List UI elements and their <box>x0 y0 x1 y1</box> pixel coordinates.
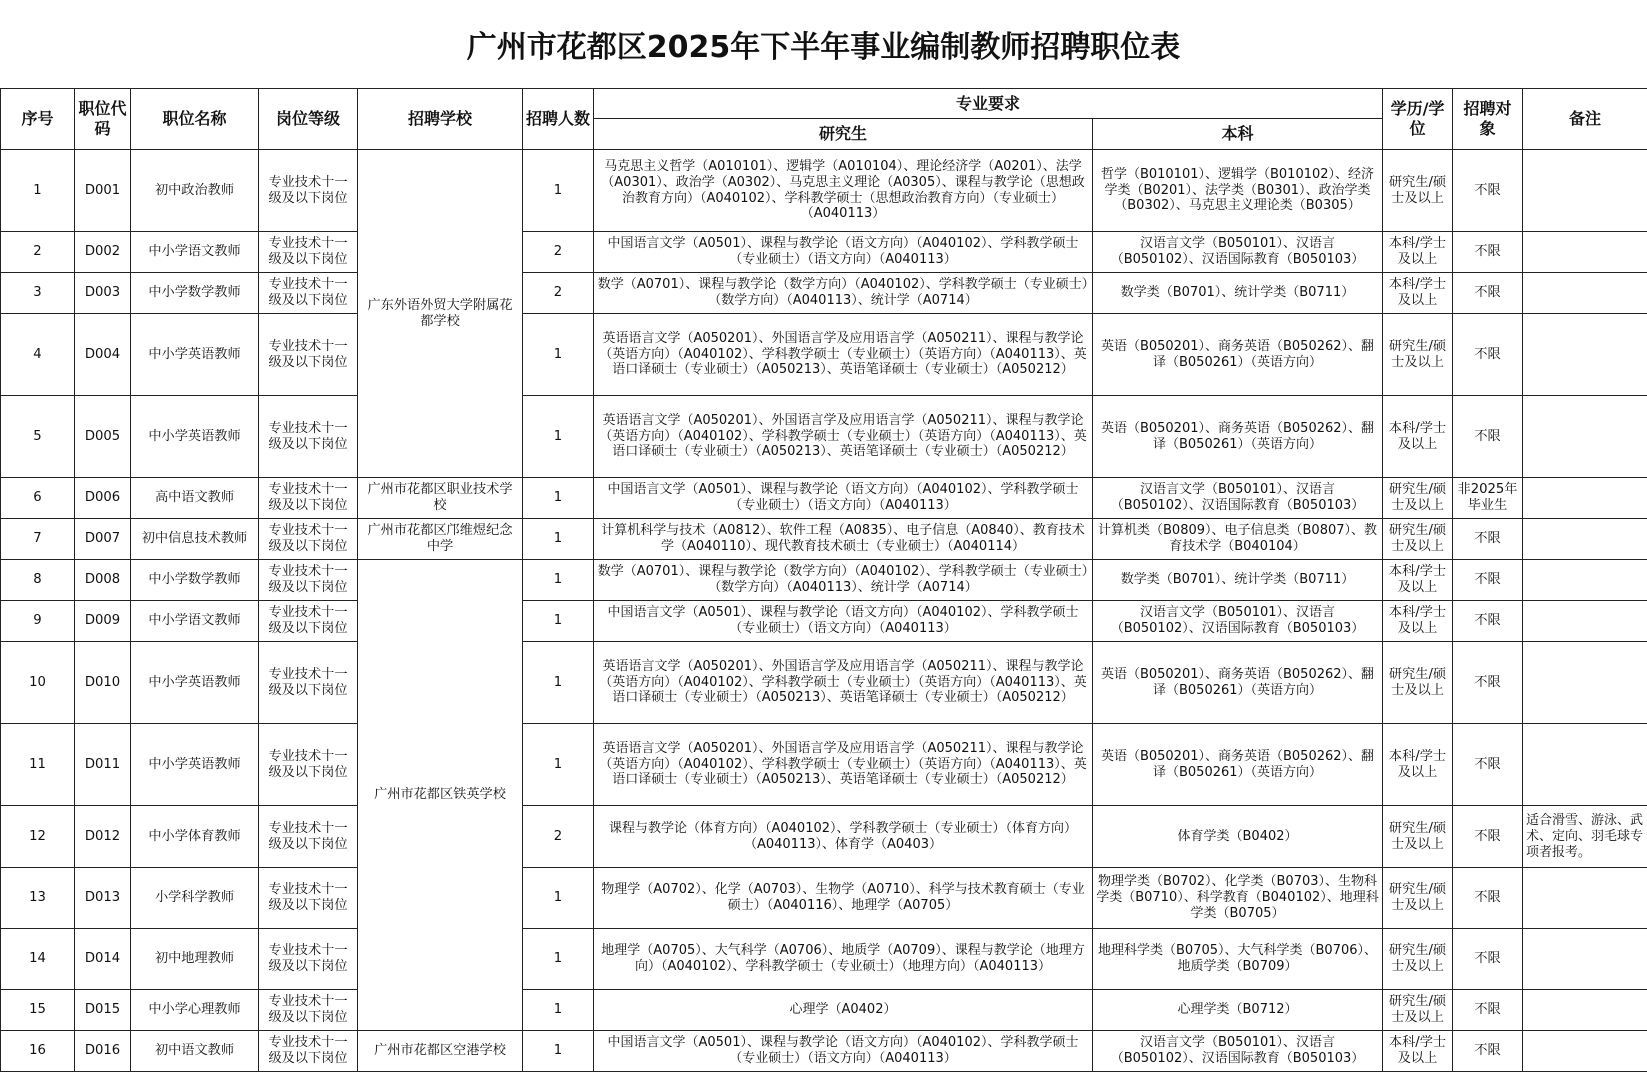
cell-note <box>1523 601 1647 642</box>
cell-target: 不限 <box>1453 273 1523 314</box>
cell-seq: 3 <box>1 273 75 314</box>
cell-count: 1 <box>523 642 594 724</box>
cell-edu: 本科/学士及以上 <box>1383 1031 1453 1072</box>
cell-seq: 15 <box>1 990 75 1031</box>
cell-count: 1 <box>523 314 594 396</box>
cell-level: 专业技术十一级及以下岗位 <box>259 232 358 273</box>
cell-undergraduate-major: 体育学类（B0402） <box>1093 806 1383 868</box>
cell-edu: 研究生/硕士及以上 <box>1383 929 1453 990</box>
cell-code: D006 <box>75 478 131 519</box>
header-row <box>1 89 1647 119</box>
cell-count: 1 <box>523 990 594 1031</box>
table-row <box>1 642 1647 724</box>
cell-count: 2 <box>523 806 594 868</box>
cell-seq: 13 <box>1 868 75 929</box>
cell-target: 不限 <box>1453 1031 1523 1072</box>
cell-seq: 11 <box>1 724 75 806</box>
cell-count: 2 <box>523 232 594 273</box>
cell-target: 不限 <box>1453 806 1523 868</box>
cell-target: 不限 <box>1453 642 1523 724</box>
page-title: 广州市花都区2025年下半年事业编制教师招聘职位表 <box>466 30 1181 65</box>
cell-name: 中小学数学教师 <box>131 560 259 601</box>
cell-school: 广州市花都区空港学校 <box>358 1031 523 1072</box>
cell-graduate-major: 心理学（A0402） <box>594 990 1093 1031</box>
cell-target: 不限 <box>1453 232 1523 273</box>
table-row <box>1 396 1647 478</box>
cell-edu: 研究生/硕士及以上 <box>1383 314 1453 396</box>
cell-graduate-major: 中国语言文学（A0501）、课程与教学论（语文方向）（A040102）、学科教学硕士（专业硕士）（语文方向）（A040113） <box>594 232 1093 273</box>
header-code: 职位代码 <box>75 89 131 150</box>
header-edu: 学历/学位 <box>1383 89 1453 150</box>
header-major: 专业要求 <box>594 89 1383 119</box>
header-count: 招聘人数 <box>523 89 594 150</box>
cell-edu: 研究生/硕士及以上 <box>1383 642 1453 724</box>
cell-graduate-major: 数学（A0701）、课程与教学论（数学方向）（A040102）、学科教学硕士（专业硕士）（数学方向）（A040113）、统计学（A0714） <box>594 560 1093 601</box>
cell-undergraduate-major: 英语（B050201）、商务英语（B050262）、翻译（B050261）（英语方向） <box>1093 396 1383 478</box>
cell-edu: 本科/学士及以上 <box>1383 232 1453 273</box>
cell-code: D011 <box>75 724 131 806</box>
cell-level: 专业技术十一级及以下岗位 <box>259 396 358 478</box>
cell-edu: 研究生/硕士及以上 <box>1383 868 1453 929</box>
cell-seq: 4 <box>1 314 75 396</box>
header-graduate: 研究生 <box>594 119 1093 150</box>
cell-seq: 10 <box>1 642 75 724</box>
cell-code: D013 <box>75 868 131 929</box>
cell-seq: 16 <box>1 1031 75 1072</box>
cell-level: 专业技术十一级及以下岗位 <box>259 642 358 724</box>
cell-graduate-major: 数学（A0701）、课程与教学论（数学方向）（A040102）、学科教学硕士（专业硕士）（数学方向）（A040113）、统计学（A0714） <box>594 273 1093 314</box>
cell-seq: 8 <box>1 560 75 601</box>
cell-seq: 9 <box>1 601 75 642</box>
cell-name: 中小学语文教师 <box>131 232 259 273</box>
cell-level: 专业技术十一级及以下岗位 <box>259 519 358 560</box>
header-name: 职位名称 <box>131 89 259 150</box>
cell-name: 中小学语文教师 <box>131 601 259 642</box>
header-note: 备注 <box>1523 89 1647 150</box>
table-row <box>1 1031 1647 1072</box>
table-row <box>1 232 1647 273</box>
cell-target: 不限 <box>1453 560 1523 601</box>
table-row <box>1 519 1647 560</box>
cell-level: 专业技术十一级及以下岗位 <box>259 601 358 642</box>
cell-note <box>1523 314 1647 396</box>
cell-note <box>1523 990 1647 1031</box>
cell-name: 初中信息技术教师 <box>131 519 259 560</box>
cell-code: D003 <box>75 273 131 314</box>
cell-count: 1 <box>523 868 594 929</box>
cell-name: 小学科学教师 <box>131 868 259 929</box>
header-undergraduate: 本科 <box>1093 119 1383 150</box>
cell-count: 1 <box>523 560 594 601</box>
cell-code: D005 <box>75 396 131 478</box>
cell-code: D008 <box>75 560 131 601</box>
table-row <box>1 601 1647 642</box>
table-row <box>1 724 1647 806</box>
cell-level: 专业技术十一级及以下岗位 <box>259 868 358 929</box>
cell-undergraduate-major: 计算机类（B0809）、电子信息类（B0807）、教育技术学（B040104） <box>1093 519 1383 560</box>
cell-graduate-major: 中国语言文学（A0501）、课程与教学论（语文方向）（A040102）、学科教学硕士（专业硕士）（语文方向）（A040113） <box>594 601 1093 642</box>
cell-undergraduate-major: 物理学类（B0702）、化学类（B0703）、生物科学类（B0710）、科学教育（B040102）、地理科学类（B0705） <box>1093 868 1383 929</box>
table-row <box>1 868 1647 929</box>
cell-seq: 2 <box>1 232 75 273</box>
header-level: 岗位等级 <box>259 89 358 150</box>
recruitment-table <box>0 88 1647 1072</box>
cell-target: 非2025年毕业生 <box>1453 478 1523 519</box>
cell-name: 中小学英语教师 <box>131 642 259 724</box>
cell-count: 1 <box>523 396 594 478</box>
cell-count: 1 <box>523 929 594 990</box>
cell-count: 1 <box>523 478 594 519</box>
cell-target: 不限 <box>1453 601 1523 642</box>
cell-undergraduate-major: 英语（B050201）、商务英语（B050262）、翻译（B050261）（英语方向） <box>1093 642 1383 724</box>
cell-school: 广州市花都区职业技术学校 <box>358 478 523 519</box>
cell-name: 中小学心理教师 <box>131 990 259 1031</box>
cell-code: D007 <box>75 519 131 560</box>
cell-graduate-major: 英语语言文学（A050201）、外国语言学及应用语言学（A050211）、课程与教学论（英语方向）（A040102）、学科教学硕士（专业硕士）（英语方向）（A040113）、英语口译硕士（专业硕士）（A050213）、英语笔译硕士（专业硕士）（A050212） <box>594 314 1093 396</box>
cell-level: 专业技术十一级及以下岗位 <box>259 929 358 990</box>
cell-note <box>1523 724 1647 806</box>
cell-graduate-major: 中国语言文学（A0501）、课程与教学论（语文方向）（A040102）、学科教学硕士（专业硕士）（语文方向）（A040113） <box>594 478 1093 519</box>
cell-target: 不限 <box>1453 929 1523 990</box>
cell-note <box>1523 1031 1647 1072</box>
cell-target: 不限 <box>1453 396 1523 478</box>
cell-edu: 研究生/硕士及以上 <box>1383 806 1453 868</box>
cell-name: 中小学英语教师 <box>131 396 259 478</box>
cell-level: 专业技术十一级及以下岗位 <box>259 478 358 519</box>
cell-note <box>1523 642 1647 724</box>
cell-graduate-major: 马克思主义哲学（A010101）、逻辑学（A010104）、理论经济学（A0201）、法学（A0301）、政治学（A0302）、马克思主义理论（A0305）、课程与教学论（思想政治教育方向）（A040102）、学科教学硕士（思想政治教育方向）（专业硕士）（A040113） <box>594 150 1093 232</box>
cell-edu: 本科/学士及以上 <box>1383 273 1453 314</box>
cell-code: D002 <box>75 232 131 273</box>
cell-edu: 本科/学士及以上 <box>1383 724 1453 806</box>
cell-seq: 12 <box>1 806 75 868</box>
cell-graduate-major: 物理学（A0702）、化学（A0703）、生物学（A0710）、科学与技术教育硕士（专业硕士）（A040116）、地理学（A0705） <box>594 868 1093 929</box>
cell-undergraduate-major: 汉语言文学（B050101）、汉语言（B050102）、汉语国际教育（B050103） <box>1093 1031 1383 1072</box>
cell-count: 2 <box>523 273 594 314</box>
cell-count: 1 <box>523 1031 594 1072</box>
cell-graduate-major: 英语语言文学（A050201）、外国语言学及应用语言学（A050211）、课程与教学论（英语方向）（A040102）、学科教学硕士（专业硕士）（英语方向）（A040113）、英语口译硕士（专业硕士）（A050213）、英语笔译硕士（专业硕士）（A050212） <box>594 396 1093 478</box>
cell-graduate-major: 计算机科学与技术（A0812）、软件工程（A0835）、电子信息（A0840）、教育技术学（A040110）、现代教育技术硕士（专业硕士）（A040114） <box>594 519 1093 560</box>
cell-edu: 研究生/硕士及以上 <box>1383 990 1453 1031</box>
cell-undergraduate-major: 哲学（B010101）、逻辑学（B010102）、经济学类（B0201）、法学类（B0301）、政治学类（B0302）、马克思主义理论类（B0305） <box>1093 150 1383 232</box>
cell-count: 1 <box>523 150 594 232</box>
cell-code: D014 <box>75 929 131 990</box>
cell-undergraduate-major: 英语（B050201）、商务英语（B050262）、翻译（B050261）（英语方向） <box>1093 724 1383 806</box>
cell-code: D009 <box>75 601 131 642</box>
table-row <box>1 314 1647 396</box>
cell-note <box>1523 560 1647 601</box>
cell-name: 中小学英语教师 <box>131 314 259 396</box>
cell-edu: 本科/学士及以上 <box>1383 396 1453 478</box>
cell-level: 专业技术十一级及以下岗位 <box>259 314 358 396</box>
cell-undergraduate-major: 心理学类（B0712） <box>1093 990 1383 1031</box>
cell-undergraduate-major: 数学类（B0701）、统计学类（B0711） <box>1093 273 1383 314</box>
cell-level: 专业技术十一级及以下岗位 <box>259 150 358 232</box>
table-row <box>1 806 1647 868</box>
cell-note <box>1523 273 1647 314</box>
cell-note <box>1523 478 1647 519</box>
cell-school: 广州市花都区邝维煜纪念中学 <box>358 519 523 560</box>
cell-graduate-major: 地理学（A0705）、大气科学（A0706）、地质学（A0709）、课程与教学论（地理方向）（A040102）、学科教学硕士（专业硕士）（地理方向）（A040113） <box>594 929 1093 990</box>
cell-edu: 本科/学士及以上 <box>1383 601 1453 642</box>
cell-name: 高中语文教师 <box>131 478 259 519</box>
cell-graduate-major: 英语语言文学（A050201）、外国语言学及应用语言学（A050211）、课程与教学论（英语方向）（A040102）、学科教学硕士（专业硕士）（英语方向）（A040113）、英语口译硕士（专业硕士）（A050213）、英语笔译硕士（专业硕士）（A050212） <box>594 642 1093 724</box>
table-row <box>1 990 1647 1031</box>
cell-graduate-major: 课程与教学论（体育方向）（A040102）、学科教学硕士（专业硕士）（体育方向）（A040113）、体育学（A0403） <box>594 806 1093 868</box>
cell-target: 不限 <box>1453 150 1523 232</box>
cell-edu: 研究生/硕士及以上 <box>1383 478 1453 519</box>
cell-seq: 6 <box>1 478 75 519</box>
cell-target: 不限 <box>1453 868 1523 929</box>
cell-level: 专业技术十一级及以下岗位 <box>259 724 358 806</box>
cell-note <box>1523 929 1647 990</box>
cell-undergraduate-major: 汉语言文学（B050101）、汉语言（B050102）、汉语国际教育（B050103） <box>1093 232 1383 273</box>
cell-undergraduate-major: 汉语言文学（B050101）、汉语言（B050102）、汉语国际教育（B050103） <box>1093 478 1383 519</box>
cell-undergraduate-major: 汉语言文学（B050101）、汉语言（B050102）、汉语国际教育（B050103） <box>1093 601 1383 642</box>
cell-seq: 14 <box>1 929 75 990</box>
cell-edu: 本科/学士及以上 <box>1383 560 1453 601</box>
cell-note <box>1523 396 1647 478</box>
header-seq: 序号 <box>1 89 75 150</box>
table-row <box>1 150 1647 232</box>
cell-level: 专业技术十一级及以下岗位 <box>259 806 358 868</box>
cell-code: D015 <box>75 990 131 1031</box>
cell-level: 专业技术十一级及以下岗位 <box>259 990 358 1031</box>
cell-undergraduate-major: 数学类（B0701）、统计学类（B0711） <box>1093 560 1383 601</box>
cell-note <box>1523 232 1647 273</box>
cell-seq: 1 <box>1 150 75 232</box>
cell-note <box>1523 868 1647 929</box>
table-row <box>1 273 1647 314</box>
cell-name: 中小学体育教师 <box>131 806 259 868</box>
cell-code: D016 <box>75 1031 131 1072</box>
cell-target: 不限 <box>1453 314 1523 396</box>
cell-note <box>1523 150 1647 232</box>
cell-code: D001 <box>75 150 131 232</box>
cell-graduate-major: 中国语言文学（A0501）、课程与教学论（语文方向）（A040102）、学科教学硕士（专业硕士）（语文方向）（A040113） <box>594 1031 1093 1072</box>
cell-code: D012 <box>75 806 131 868</box>
header-target: 招聘对象 <box>1453 89 1523 150</box>
cell-count: 1 <box>523 519 594 560</box>
cell-name: 初中地理教师 <box>131 929 259 990</box>
cell-school: 广州市花都区铁英学校 <box>358 560 523 1031</box>
cell-graduate-major: 英语语言文学（A050201）、外国语言学及应用语言学（A050211）、课程与教学论（英语方向）（A040102）、学科教学硕士（专业硕士）（英语方向）（A040113）、英语口译硕士（专业硕士）（A050213）、英语笔译硕士（专业硕士）（A050212） <box>594 724 1093 806</box>
cell-level: 专业技术十一级及以下岗位 <box>259 1031 358 1072</box>
cell-seq: 7 <box>1 519 75 560</box>
cell-level: 专业技术十一级及以下岗位 <box>259 273 358 314</box>
cell-level: 专业技术十一级及以下岗位 <box>259 560 358 601</box>
cell-note: 适合滑雪、游泳、武术、定向、羽毛球专项者报考。 <box>1523 806 1647 868</box>
cell-target: 不限 <box>1453 519 1523 560</box>
cell-school: 广东外语外贸大学附属花都学校 <box>358 150 523 478</box>
cell-seq: 5 <box>1 396 75 478</box>
cell-target: 不限 <box>1453 724 1523 806</box>
cell-target: 不限 <box>1453 990 1523 1031</box>
table-row <box>1 560 1647 601</box>
cell-name: 初中语文教师 <box>131 1031 259 1072</box>
cell-note <box>1523 519 1647 560</box>
cell-code: D010 <box>75 642 131 724</box>
cell-undergraduate-major: 地理科学类（B0705）、大气科学类（B0706）、地质学类（B0709） <box>1093 929 1383 990</box>
table-row <box>1 478 1647 519</box>
cell-count: 1 <box>523 601 594 642</box>
cell-name: 中小学数学教师 <box>131 273 259 314</box>
cell-edu: 研究生/硕士及以上 <box>1383 519 1453 560</box>
cell-count: 1 <box>523 724 594 806</box>
cell-name: 初中政治教师 <box>131 150 259 232</box>
table-row <box>1 929 1647 990</box>
cell-name: 中小学英语教师 <box>131 724 259 806</box>
cell-code: D004 <box>75 314 131 396</box>
cell-undergraduate-major: 英语（B050201）、商务英语（B050262）、翻译（B050261）（英语方向） <box>1093 314 1383 396</box>
cell-edu: 研究生/硕士及以上 <box>1383 150 1453 232</box>
header-school: 招聘学校 <box>358 89 523 150</box>
